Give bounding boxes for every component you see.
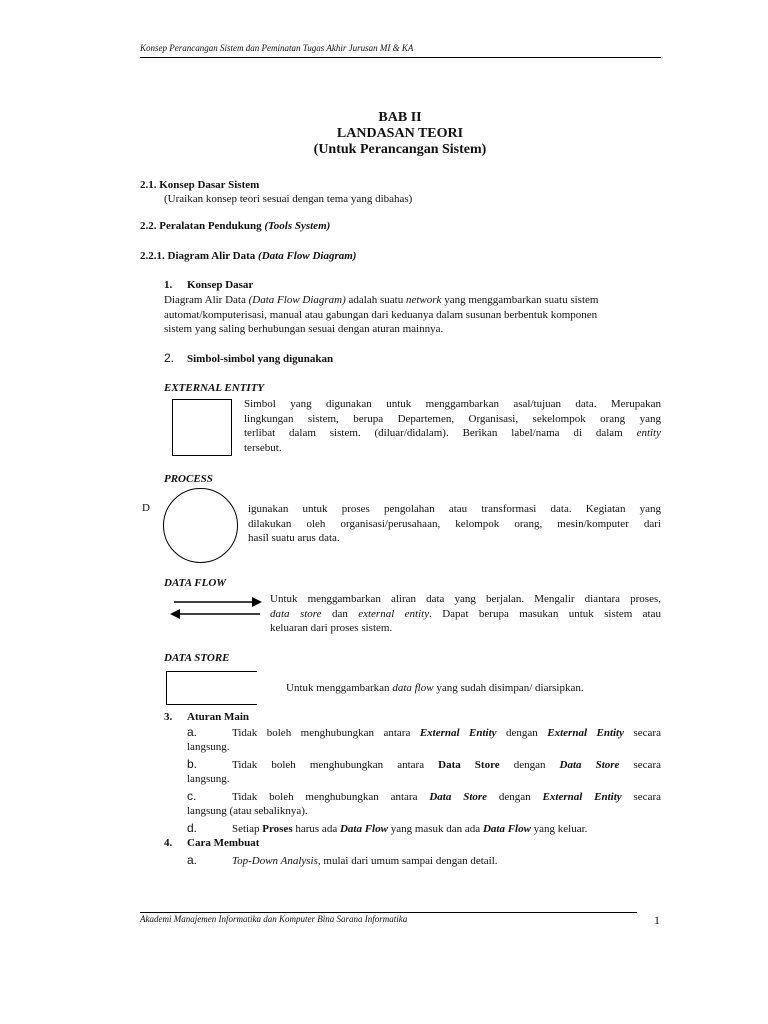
data-flow-label: DATA FLOW <box>164 577 227 589</box>
rule-b-continuation: langsung. <box>187 773 230 785</box>
rule-d-text: Setiap Proses harus ada Data Flow yang masuk dan ada Data Flow yang keluar. <box>232 823 588 835</box>
step-a-text: Top-Down Analysis, mulai dari umum sampai dengan detail. <box>232 855 498 867</box>
external-entity-description: Simbol yang digunakan untuk menggambarkan asal/tujuan data. Merupakan lingkungan sistem, berupa Departemen, Organisasi, sekelompok orang yang terlibat dalam sistem. (diluar/didalam). Berikan label/nama di dalam entity tersebut. <box>244 398 661 454</box>
external-entity-label: EXTERNAL ENTITY <box>164 382 265 394</box>
rule-c-continuation: langsung (atau sebaliknya). <box>187 805 308 817</box>
right-arrow-icon <box>174 597 262 607</box>
rule-a-text: Tidak boleh menghubungkan antara External Entity dengan External Entity secara <box>232 727 661 739</box>
rule-b-text: Tidak boleh menghubungkan antara Data Store dengan Data Store secara <box>232 759 661 771</box>
rule-a-continuation: langsung. <box>187 741 230 753</box>
rule-c-text: Tidak boleh menghubungkan antara Data Store dengan External Entity secara <box>232 791 661 803</box>
item-2-number: 2. <box>164 351 175 365</box>
item-4-title: Cara Membuat <box>187 837 260 849</box>
process-label: PROCESS <box>164 473 213 485</box>
item-3-title: Aturan Main <box>187 711 250 723</box>
process-lead-letter: D <box>142 502 150 514</box>
rule-c-letter: c. <box>187 789 197 803</box>
process-symbol <box>163 488 238 563</box>
data-flow-description: Untuk menggambarkan aliran data yang berjalan. Mengalir diantara proses, data store dan external entity. Dapat berupa masukan untuk sistem atau keluaran dari proses sistem. <box>270 593 661 634</box>
data-flow-symbol <box>168 594 264 622</box>
running-header: Konsep Perancangan Sistem dan Peminatan Tugas Akhir Jurusan MI & KA <box>140 43 414 53</box>
rule-b-letter: b. <box>187 757 198 771</box>
rule-d-letter: d. <box>187 821 198 835</box>
item-3-number: 3. <box>164 711 173 723</box>
item-1-title: Konsep Dasar <box>187 279 254 291</box>
header-rule <box>140 57 661 58</box>
process-description: igunakan untuk proses pengolahan atau transformasi data. Kegiatan yang dilakukan oleh organisasi/perusahaan, kelompok orang, mesin/komputer dari hasil suatu arus data. <box>248 503 661 544</box>
page-number: 1 <box>654 913 660 927</box>
section-2-1-heading: 2.1. Konsep Dasar Sistem <box>140 179 260 191</box>
section-2-2-1-heading: 2.2.1. Diagram Alir Data (Data Flow Diagram) <box>140 250 357 262</box>
data-store-label: DATA STORE <box>164 652 230 664</box>
data-store-symbol <box>166 671 257 705</box>
item-1-number: 1. <box>164 279 173 291</box>
chapter-title: LANDASAN TEORI <box>336 126 464 141</box>
data-store-description: Untuk menggambarkan data flow yang sudah disimpan/ diarsipkan. <box>286 682 584 694</box>
rule-a-letter: a. <box>187 725 198 739</box>
item-4-number: 4. <box>164 837 173 849</box>
external-entity-symbol <box>172 399 232 456</box>
chapter-subtitle: (Untuk Perancangan Sistem) <box>313 142 487 157</box>
section-2-2-heading: 2.2. Peralatan Pendukung (Tools System) <box>140 220 331 232</box>
section-2-1-text: (Uraikan konsep teori sesuai dengan tema yang dibahas) <box>164 193 413 205</box>
item-1-paragraph: Diagram Alir Data (Data Flow Diagram) adalah suatu network yang menggambarkan suatu sistem automat/komputerisasi, manual atau gabungan dari keduanya dalam susunan berbentuk komponen sistem yang saling berhubungan sesuai dengan aturan mainnya. <box>164 294 599 335</box>
left-arrow-icon <box>170 609 260 619</box>
footer-rule <box>140 912 637 913</box>
chapter-number: BAB II <box>378 110 422 125</box>
item-2-title: Simbol-simbol yang digunakan <box>187 353 334 365</box>
running-footer: Akademi Manajemen Informatika dan Komputer Bina Sarana Informatika <box>140 914 408 924</box>
step-a-letter: a. <box>187 853 198 867</box>
